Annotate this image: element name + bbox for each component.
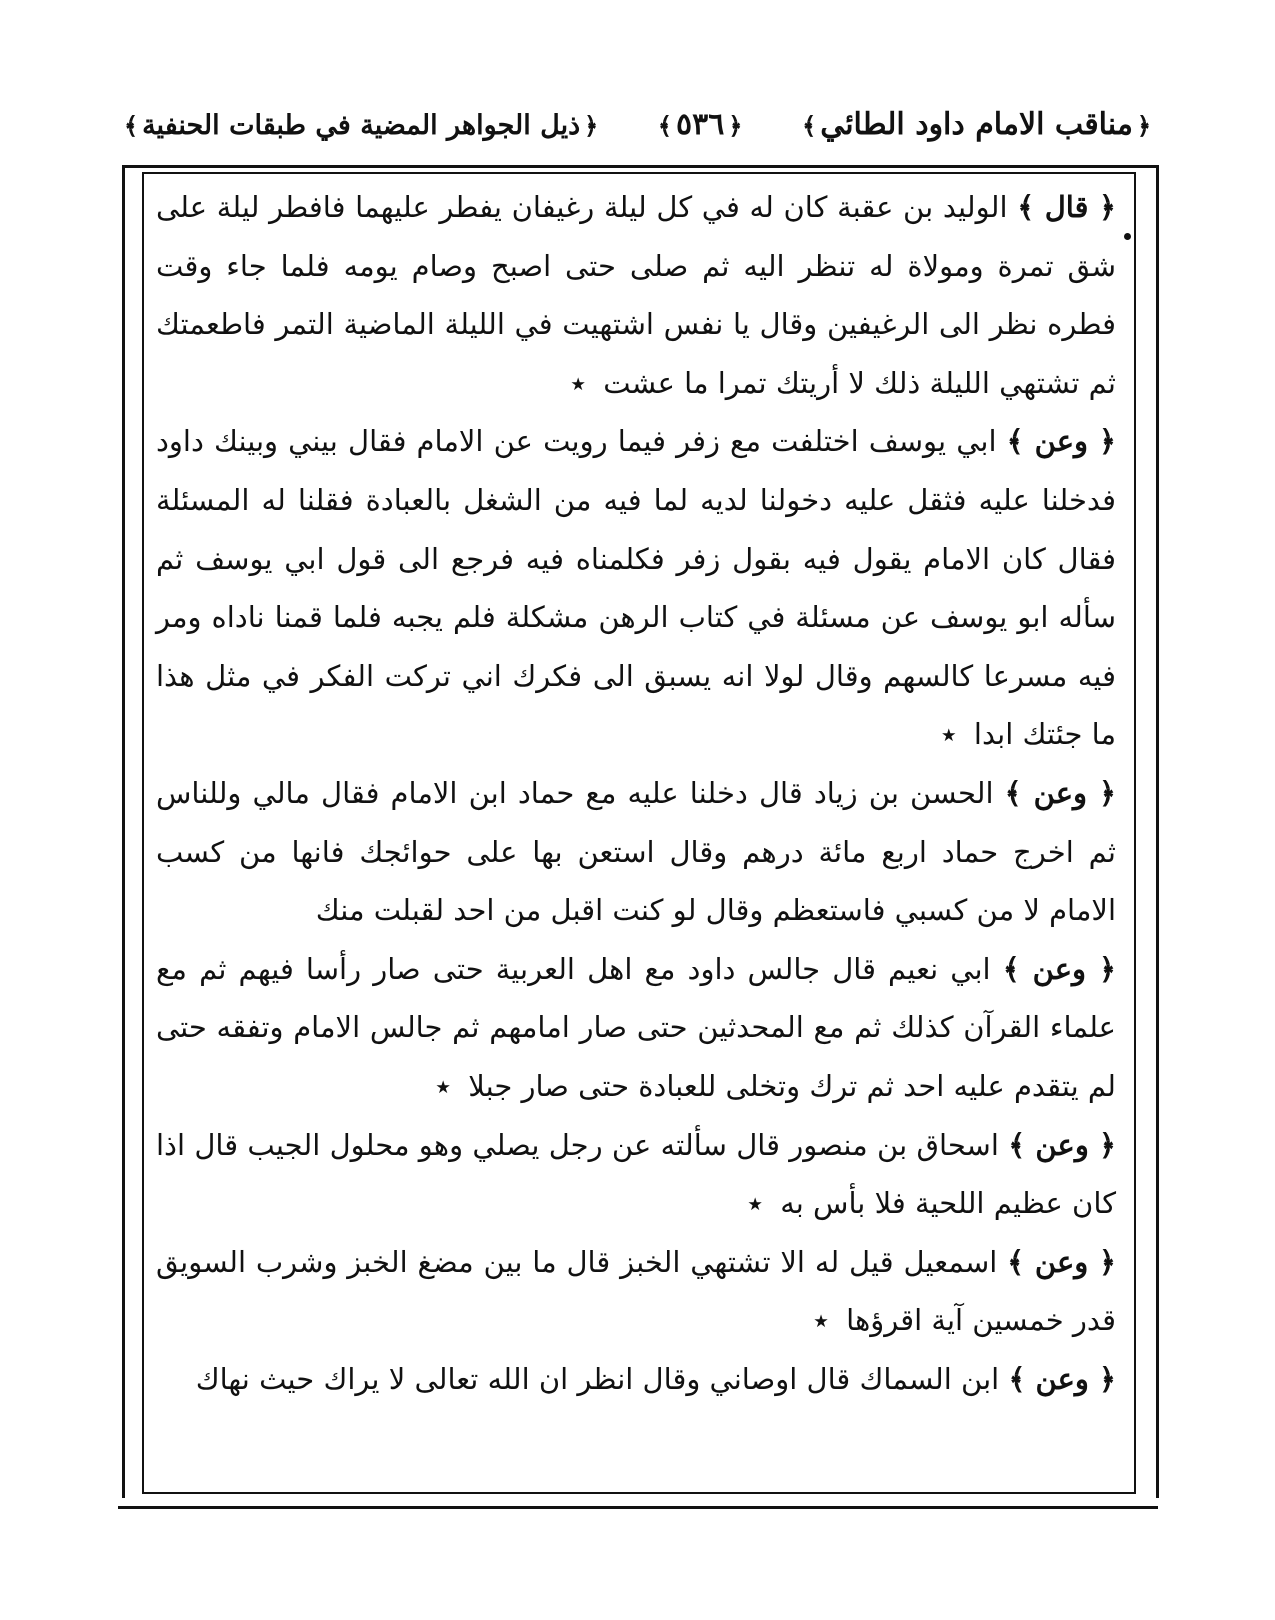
end-mark: ٭ [747, 1186, 763, 1221]
paragraph-text: اسحاق بن منصور قال سألته عن رجل يصلي وهو محلول الجيب قال اذا كان عظيم اللحية فلا بأس به [156, 1127, 1116, 1221]
page-body [156, 178, 1116, 1488]
paragraph-text: الحسن بن زياد قال دخلنا عليه مع حماد ابن الامام فقال مالي وللناس ثم اخرج حماد اربع مائة درهم وقال استعن بها على حوائجك فانها من كسب الامام لا من كسبي فاستعظم وقال لو كنت اقبل من احد لقبلت منك [156, 775, 1116, 928]
paragraph-text: ابن السماك قال اوصاني وقال انظر ان الله تعالى لا يراك حيث نهاك [195, 1361, 1000, 1396]
paragraph-opener: ﴿ وعن ﴾ [1006, 424, 1117, 459]
ornament-bracket: ﴿ [584, 111, 599, 140]
paragraph [156, 764, 1116, 940]
paragraph-opener: ﴿ وعن ﴾ [1002, 951, 1117, 986]
page-number: ﴿٥٣٦﴾ [654, 110, 746, 140]
ornament-bracket: ﴿ [728, 111, 743, 140]
paragraph-text: ابي نعيم قال جالس داود مع اهل العربية حتى صار رأسا فيهم ثم مع علماء القرآن كذلك ثم مع المحدثين حتى صار امامهم ثم جالس الامام وتفقه حتى لم يتقدم عليه احد ثم ترك وتخلى للعبادة حتى صار جبلا [156, 951, 1116, 1103]
paragraph [156, 940, 1116, 1116]
header-left-title: ﴿ذيل الجواهر المضية في طبقات الحنفية﴾ [120, 110, 602, 140]
paragraph-text: ابي يوسف اختلفت مع زفر فيما رويت عن الامام فقال بيني وبينك داود فدخلنا عليه فثقل عليه دخولنا لديه لما فيه من الشغل بالعبادة فقلنا له المسئلة فقال كان الامام يقول فيه بقول زفر فكلمناه فيه فرجع الى قول ابي يوسف ثم سأله ابو يوسف عن مسئلة في كتاب الرهن مشكلة فلم يجبه فلما قمنا ناداه ومر فيه مسرعا كالسهم وقال لولا انه يسبق الى فكرك اني تركت الفكر في مثل هذا ما جئتك ابدا [156, 424, 1116, 752]
bottom-rule [118, 1506, 1158, 1509]
paragraph-opener: ﴿ وعن ﴾ [1004, 775, 1117, 810]
end-mark [188, 1362, 196, 1396]
paragraph-opener: ﴿ قال ﴾ [1017, 190, 1117, 224]
ornament-bracket: ﴾ [802, 111, 817, 140]
paragraph [156, 1233, 1116, 1350]
end-mark: ٭ [435, 1068, 452, 1103]
ornament-bracket: ﴾ [657, 111, 672, 140]
page-header [120, 96, 1155, 154]
paragraph-opener: ﴿ وعن ﴾ [1008, 1361, 1116, 1396]
paragraph-opener: ﴿ وعن ﴾ [1008, 1127, 1117, 1162]
paragraph-text: الوليد بن عقبة كان له في كل ليلة رغيفان يفطر عليهما فافطر ليلة على شق تمرة ومولاة له تنظر اليه ثم صلى حتى اصبح وصام يومه فلما جاء وقت فطره نظر الى الرغيفين وقال يا نفس اشتهيت في الليلة الماضية التمر فاطعمتك ثم تشتهي الليلة ذلك لا أريتك تمرا ما عشت [156, 190, 1116, 400]
paragraph-opener: ﴿ وعن ﴾ [1007, 1244, 1116, 1279]
paragraph [156, 1350, 1116, 1409]
header-right-title: ﴿مناقب الامام داود الطائي﴾ [798, 110, 1155, 140]
paragraph [156, 1116, 1116, 1233]
end-mark: ٭ [940, 717, 957, 752]
margin-dot [1124, 233, 1131, 240]
ornament-bracket: ﴿ [1136, 111, 1151, 140]
ornament-bracket: ﴾ [124, 111, 139, 140]
paragraph [156, 412, 1116, 764]
end-mark: ٭ [570, 365, 587, 400]
paragraph [156, 178, 1116, 412]
paragraph-text: اسمعيل قيل له الا تشتهي الخبز قال ما بين مضغ الخبز وشرب السويق قدر خمسين آية اقرؤها [156, 1244, 1116, 1338]
end-mark [308, 893, 316, 927]
end-mark: ٭ [813, 1303, 829, 1338]
